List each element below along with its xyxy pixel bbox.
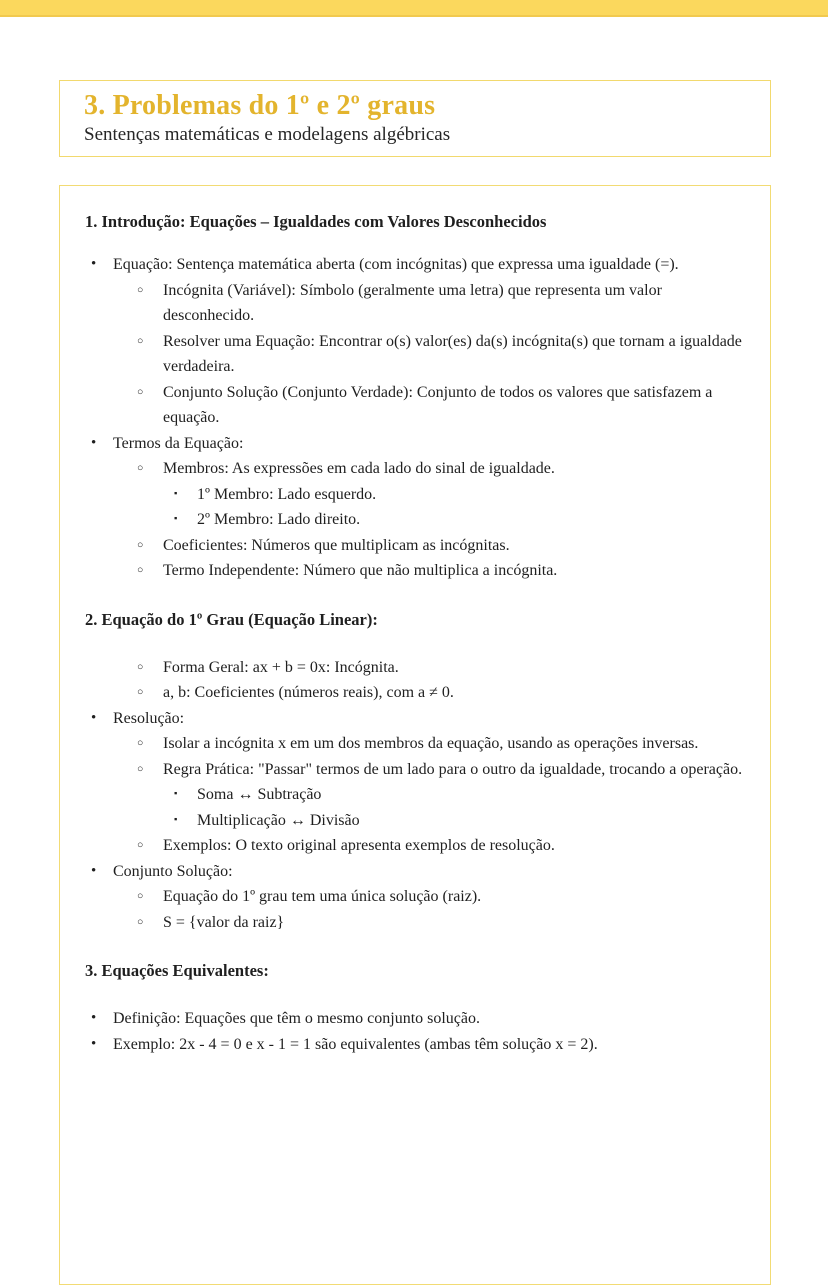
square-bullet-icon: ▪	[174, 488, 178, 499]
list-item	[85, 859, 752, 885]
outline-list	[85, 1006, 752, 1057]
bullet-icon: •	[91, 1010, 97, 1026]
list-item	[85, 680, 752, 706]
list-item	[85, 808, 752, 834]
circle-bullet-icon: ○	[137, 687, 144, 698]
list-item	[85, 482, 752, 508]
list-item	[85, 833, 752, 859]
list-item-text: 2º Membro: Lado direito.	[197, 511, 361, 528]
list-item-text: Definição: Equações que têm o mesmo conjunto solução.	[113, 1010, 481, 1027]
section-introducao	[85, 212, 752, 584]
list-item-text: Incógnita (Variável): Símbolo (geralmente uma letra) que representa um valor desconhecido.	[163, 281, 662, 324]
circle-bullet-icon: ○	[137, 661, 144, 673]
list-item-text: Exemplo: 2x - 4 = 0 e x - 1 = 1 são equivalentes (ambas têm solução x = 2).	[113, 1035, 598, 1053]
outline-list	[85, 252, 752, 584]
list-item-text: Resolver uma Equação: Encontrar o(s) valor(es) da(s) incógnita(s) que tornam a igualdade verdadeira.	[163, 332, 742, 375]
circle-bullet-icon: ○	[137, 463, 144, 474]
list-item	[85, 558, 752, 584]
list-item	[85, 757, 752, 783]
list-item	[85, 910, 752, 936]
notes-panel	[59, 185, 771, 1285]
list-item	[85, 533, 752, 559]
page-title: 3. Problemas do 1º e 2º graus	[84, 90, 436, 121]
list-item	[85, 456, 752, 482]
list-item	[85, 252, 752, 278]
circle-bullet-icon: ○	[137, 840, 144, 851]
list-item-text: Resolução:	[113, 709, 185, 727]
list-item-text: Isolar a incógnita x em um dos membros da equação, usando as operações inversas.	[163, 735, 699, 752]
section-equacoes-equivalentes	[85, 961, 752, 1057]
list-item-text: Termo Independente: Número que não multiplica a incógnita.	[163, 562, 558, 579]
list-item	[85, 329, 752, 380]
list-item-text: Conjunto Solução (Conjunto Verdade): Conjunto de todos os valores que satisfazem a equação.	[163, 383, 713, 426]
list-item	[85, 655, 752, 681]
list-item-text: Termos da Equação:	[113, 434, 244, 452]
list-item-text: Conjunto Solução:	[113, 862, 233, 880]
list-item-text: S = {valor da raiz}	[163, 913, 285, 931]
list-item-text: Multiplicação ↔ Divisão	[197, 811, 360, 829]
list-item	[85, 731, 752, 757]
square-bullet-icon: ▪	[174, 789, 178, 799]
section-heading: 3. Equações Equivalentes:	[85, 961, 269, 980]
bullet-icon: •	[91, 1035, 97, 1052]
list-item	[85, 884, 752, 910]
section-equacao-1-grau	[85, 610, 752, 936]
bullet-icon: •	[91, 862, 97, 879]
list-item	[85, 782, 752, 808]
section-heading: 2. Equação do 1º Grau (Equação Linear):	[85, 609, 378, 629]
circle-bullet-icon: ○	[137, 565, 144, 576]
bullet-icon: •	[91, 256, 97, 272]
list-item-text: Soma ↔ Subtração	[197, 786, 322, 803]
list-item	[85, 1006, 752, 1032]
list-item	[85, 278, 752, 329]
circle-bullet-icon: ○	[137, 763, 144, 775]
list-item-text: Membros: As expressões em cada lado do sinal de igualdade.	[163, 460, 555, 477]
circle-bullet-icon: ○	[137, 916, 144, 928]
list-item-text: a, b: Coeficientes (números reais), com a ≠ 0.	[163, 684, 454, 701]
section-heading: 1. Introdução: Equações – Igualdades com Valores Desconhecidos	[85, 212, 547, 231]
circle-bullet-icon: ○	[137, 284, 144, 296]
circle-bullet-icon: ○	[137, 335, 144, 347]
list-item-text: Exemplos: O texto original apresenta exemplos de resolução.	[163, 837, 555, 854]
page-subtitle: Sentenças matemáticas e modelagens algébricas	[84, 124, 451, 145]
page-header	[59, 80, 771, 157]
square-bullet-icon: ▪	[174, 814, 178, 825]
circle-bullet-icon: ○	[137, 386, 144, 398]
list-item	[85, 706, 752, 732]
top-accent-bar	[0, 0, 828, 17]
list-item	[85, 380, 752, 431]
outline-list	[85, 655, 752, 936]
circle-bullet-icon: ○	[137, 738, 144, 749]
circle-bullet-icon: ○	[137, 891, 144, 902]
list-item-text: Equação: Sentença matemática aberta (com incógnitas) que expressa uma igualdade (=).	[113, 256, 679, 273]
list-item-text: Forma Geral: ax + b = 0x: Incógnita.	[163, 658, 399, 676]
square-bullet-icon: ▪	[174, 514, 178, 524]
list-item-text: Regra Prática: "Passar" termos de um lado para o outro da igualdade, trocando a operação.	[163, 760, 743, 778]
list-item	[85, 1032, 752, 1058]
bullet-icon: •	[91, 434, 97, 451]
bullet-icon: •	[91, 709, 97, 726]
list-item-text: Equação do 1º grau tem uma única solução (raiz).	[163, 888, 482, 905]
list-item	[85, 507, 752, 533]
circle-bullet-icon: ○	[137, 539, 144, 551]
list-item	[85, 431, 752, 457]
list-item-text: Coeficientes: Números que multiplicam as incógnitas.	[163, 536, 510, 554]
list-item-text: 1º Membro: Lado esquerdo.	[197, 485, 377, 503]
